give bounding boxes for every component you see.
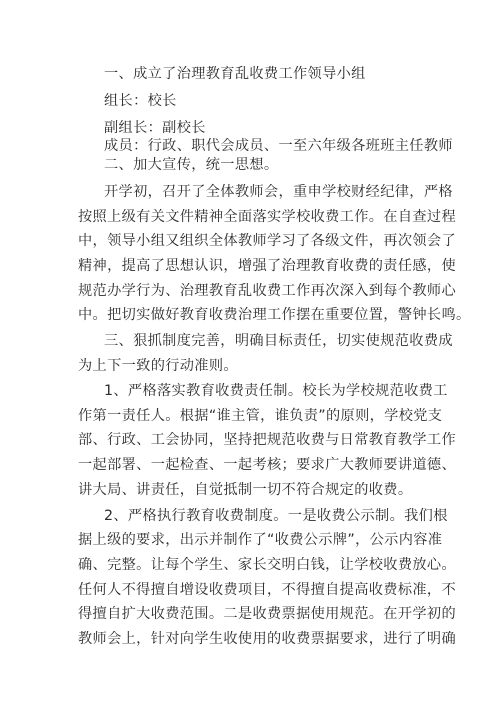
paragraph-line: 中，领导小组又组织全体教师学习了各级文件，再次领会了 [78,233,456,249]
paragraph-line: 教师会上，针对向学生收使用的收费票据要求，进行了明确 [78,631,456,647]
paragraph-line: 2、严格执行教育收费制度。一是收费公示制。我们根 [104,508,448,524]
paragraph-line: 确、完整。让每个学生、家长交明白钱，让学校收费放心。 [78,557,456,573]
members-line: 成员：行政、职代会成员、一至六年级各班班主任教师 [104,138,453,154]
paragraph-line: 讲大局、讲责任，自觉抵制一切不符合规定的收费。 [78,482,413,498]
section-heading-1: 一、成立了治理教育乱收费工作领导小组 [104,66,366,82]
paragraph-line: 按照上级有关文件精神全面落实学校收费工作。在自查过程 [78,209,456,225]
section-heading-2: 二、加大宣传，统一思想。 [104,157,279,173]
paragraph-line: 中。把切实做好教育收费治理工作摆在重要位置，警钟长鸣。 [78,307,471,323]
paragraph-line: 任何人不得擅自增设收费项目，不得擅自提高收费标准，不 [78,582,456,598]
paragraph-line: 据上级的要求，出示并制作了“收费公示牌”，公示内容准 [78,532,443,548]
deputy-leader-line: 副组长：副校长 [104,120,206,136]
paragraph-line: 部、行政、工会协同，坚持把规范收费与日常教育教学工作 [78,432,456,448]
paragraph-line: 1、严格落实教育收费责任制。校长为学校规范收费工 [104,383,448,399]
section-heading-3: 三、狠抓制度完善，明确目标责任，切实使规范收费成 [104,333,453,349]
paragraph-line: 为上下一致的行动准则。 [78,358,238,374]
group-leader-line: 组长：校长 [104,93,177,109]
paragraph-line: 得擅自扩大收费范围。二是收费票据使用规范。在开学初的 [78,606,456,622]
paragraph-line: 规范办学行为、治理教育乱收费工作再次深入到每个教师心 [78,283,456,299]
paragraph-line: 一起部署、一起检查、一起考核；要求广大教师要讲道德、 [78,457,456,473]
paragraph-line: 精神，提高了思想认识，增强了治理教育收费的责任感，使 [78,258,456,274]
paragraph-line: 开学初，召开了全体教师会，重申学校财经纪律，严格 [104,184,453,200]
paragraph-line: 作第一责任人。根据“谁主管，谁负责”的原则，学校党支 [78,408,443,424]
